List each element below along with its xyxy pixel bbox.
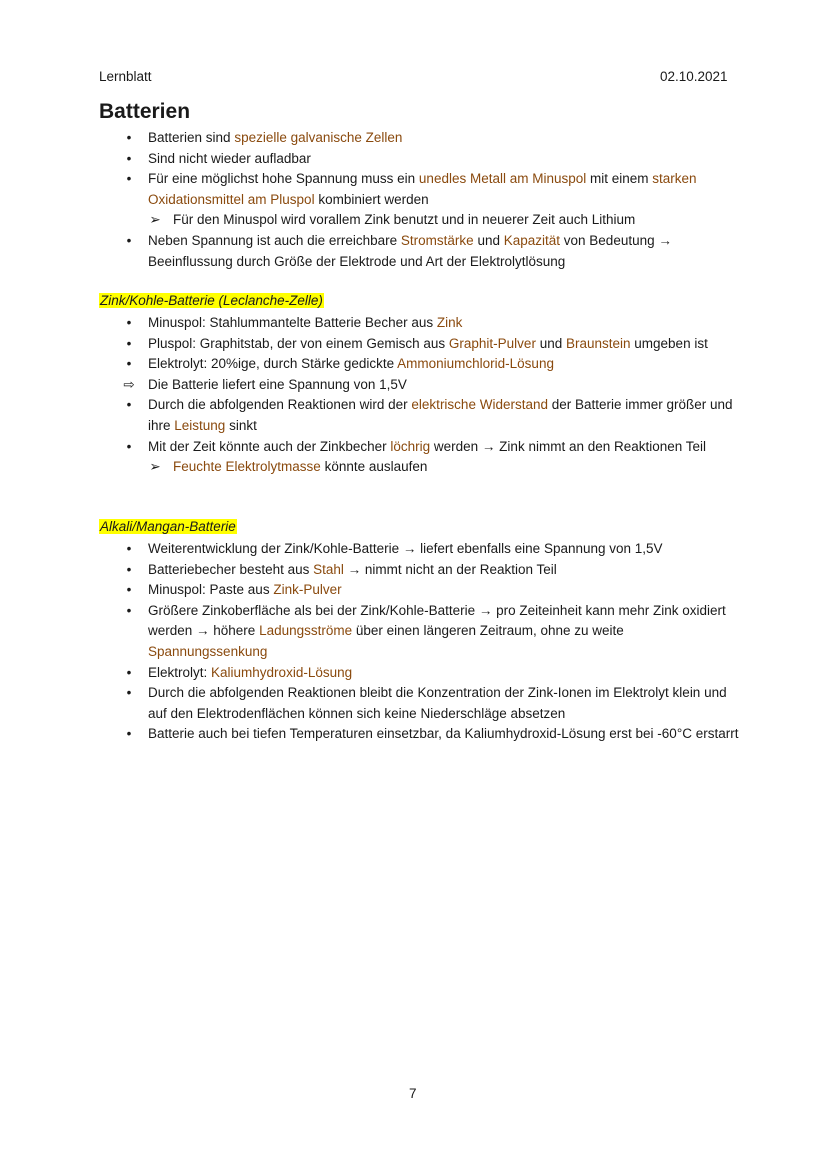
header-date: 02.10.2021 [660, 69, 728, 84]
list-item [99, 334, 739, 355]
arrowhead-bullet-icon: ➢ [149, 459, 161, 475]
text-segment: Elektrolyt: 20%ige, durch Stärke gedickte [148, 356, 398, 372]
highlighted-term: Graphit-Pulver [448, 335, 536, 351]
list-item [99, 601, 739, 663]
bullet-icon: • [126, 561, 132, 577]
page-title: Batterien [99, 100, 191, 123]
highlighted-term: elektrische Widerstand [411, 397, 548, 413]
bullet-icon: • [126, 438, 132, 454]
text-segment: Pluspol: Graphitstab, der von einem Gemisch aus [148, 335, 449, 351]
sub-list-item [99, 457, 739, 478]
text-segment: Sind nicht wieder aufladbar [148, 150, 311, 166]
text-segment: Batteriebecher besteht aus [148, 561, 314, 577]
bullet-icon: • [126, 602, 132, 618]
highlighted-term: Stahl [313, 561, 344, 577]
bullet-icon: • [126, 130, 132, 145]
bullet-icon: • [126, 356, 132, 372]
highlighted-term: Kaliumhydroxid-Lösung [211, 664, 353, 680]
text-segment: Elektrolyt: [148, 664, 212, 680]
list-item [99, 580, 739, 601]
text-segment: Die Batterie liefert eine Spannung von 1,5V [148, 376, 407, 392]
bullet-icon: • [126, 232, 132, 248]
bullet-icon: • [126, 150, 132, 166]
text-segment: könnte auslaufen [320, 459, 428, 475]
highlighted-term: Zink [436, 315, 463, 330]
highlighted-term: löchrig [390, 438, 431, 454]
bullet-icon: • [126, 664, 132, 680]
arrowhead-bullet-icon: ➢ [149, 212, 161, 228]
text-segment: über einen längeren Zeitraum, ohne zu weite [352, 623, 624, 639]
list-item [99, 683, 739, 724]
highlighted-term: Kapazität [503, 232, 561, 248]
text-segment: und [473, 232, 504, 248]
sub-list-item [99, 210, 739, 231]
list-item [99, 663, 739, 684]
section-batterien-list [99, 128, 739, 272]
text-segment: Minuspol: Paste aus [148, 582, 274, 598]
text-segment: kombiniert werden [314, 191, 429, 207]
list-item [99, 375, 739, 396]
arrow-bullet-icon: ⇨ [123, 376, 135, 392]
highlighted-heading: Zink/Kohle-Batterie (Leclanche-Zelle) [100, 293, 323, 308]
list-item [99, 539, 739, 560]
text-segment: Mit der Zeit könnte auch der Zinkbecher [148, 438, 391, 454]
highlighted-term: starken Oxidationsmittel am Pluspol [148, 171, 697, 207]
bullet-icon: • [126, 335, 132, 351]
list-item [99, 128, 739, 149]
text-segment: Für den Minuspol wird vorallem Zink benutzt und in neuerer Zeit auch Lithium [173, 212, 636, 228]
highlighted-heading: Alkali/Mangan-Batterie [100, 519, 236, 534]
text-segment: Batterien sind [148, 130, 235, 145]
highlighted-term: unedles Metall am Minuspol [418, 171, 587, 187]
text-segment: Neben Spannung ist auch die erreichbare [148, 232, 401, 248]
text-segment: Größere Zinkoberfläche als bei der Zink/Kohle-Batterie → pro Zeiteinheit kann mehr Zink oxidiert werden → höhere [148, 602, 726, 639]
list-item [99, 313, 739, 334]
text-segment: → nimmt nicht an der Reaktion Teil [343, 561, 557, 577]
bullet-icon: • [126, 582, 132, 598]
text-segment: von Bedeutung → Beeinflussung durch Größe der Elektrode und Art der Elektrolytlösung [148, 232, 672, 269]
highlighted-term: Ladungsströme [259, 623, 353, 639]
list-item [99, 354, 739, 375]
list-item [99, 724, 739, 745]
highlighted-term: Zink-Pulver [273, 582, 342, 598]
bullet-icon: • [126, 171, 132, 187]
list-item [99, 169, 739, 210]
text-segment: Batterie auch bei tiefen Temperaturen einsetzbar, da Kaliumhydroxid-Lösung erst bei -60°C erstarrt [148, 726, 739, 742]
highlighted-term: Ammoniumchlorid-Lösung [397, 356, 554, 372]
highlighted-term: Feuchte Elektrolytmasse [173, 459, 321, 475]
highlighted-term: Leistung [174, 417, 226, 433]
text-segment: der Batterie immer größer und ihre [148, 397, 733, 433]
highlighted-term: Braunstein [565, 335, 631, 351]
text-segment: und [535, 335, 566, 351]
section-zink-kohle-list [99, 313, 739, 478]
bullet-icon: • [126, 315, 132, 330]
text-segment: umgeben ist [630, 335, 708, 351]
text-segment: Minuspol: Stahlummantelte Batterie Becher aus [148, 315, 437, 330]
text-segment: Für eine möglichst hohe Spannung muss ein [148, 171, 419, 187]
list-item [99, 231, 739, 272]
section-alkali-mangan-list [99, 539, 739, 745]
list-item [99, 560, 739, 581]
text-segment: werden → Zink nimmt an den Reaktionen Teil [430, 438, 707, 454]
list-item [99, 395, 739, 436]
highlighted-term: spezielle galvanische Zellen [234, 130, 403, 145]
bullet-icon: • [126, 685, 132, 701]
list-item [99, 149, 739, 170]
section-heading-zink-kohle [99, 293, 324, 308]
text-segment: mit einem [586, 171, 653, 187]
bullet-icon: • [126, 726, 132, 742]
text-segment: sinkt [225, 417, 257, 433]
bullet-icon: • [126, 541, 132, 556]
highlighted-term: Spannungssenkung [148, 643, 268, 659]
header-label: Lernblatt [99, 69, 152, 84]
section-heading-alkali-mangan [99, 519, 237, 534]
text-segment: Weiterentwicklung der Zink/Kohle-Batterie → liefert ebenfalls eine Spannung von 1,5V [148, 541, 663, 556]
list-item [99, 437, 739, 458]
text-segment: Durch die abfolgenden Reaktionen wird der [148, 397, 412, 413]
text-segment: Durch die abfolgenden Reaktionen bleibt die Konzentration der Zink-Ionen im Elektrolyt klein und auf den Elektrodenflächen können sich keine Niederschläge absetzen [148, 685, 727, 721]
bullet-icon: • [126, 397, 132, 413]
highlighted-term: Stromstärke [400, 232, 474, 248]
page-number: 7 [409, 1086, 417, 1101]
